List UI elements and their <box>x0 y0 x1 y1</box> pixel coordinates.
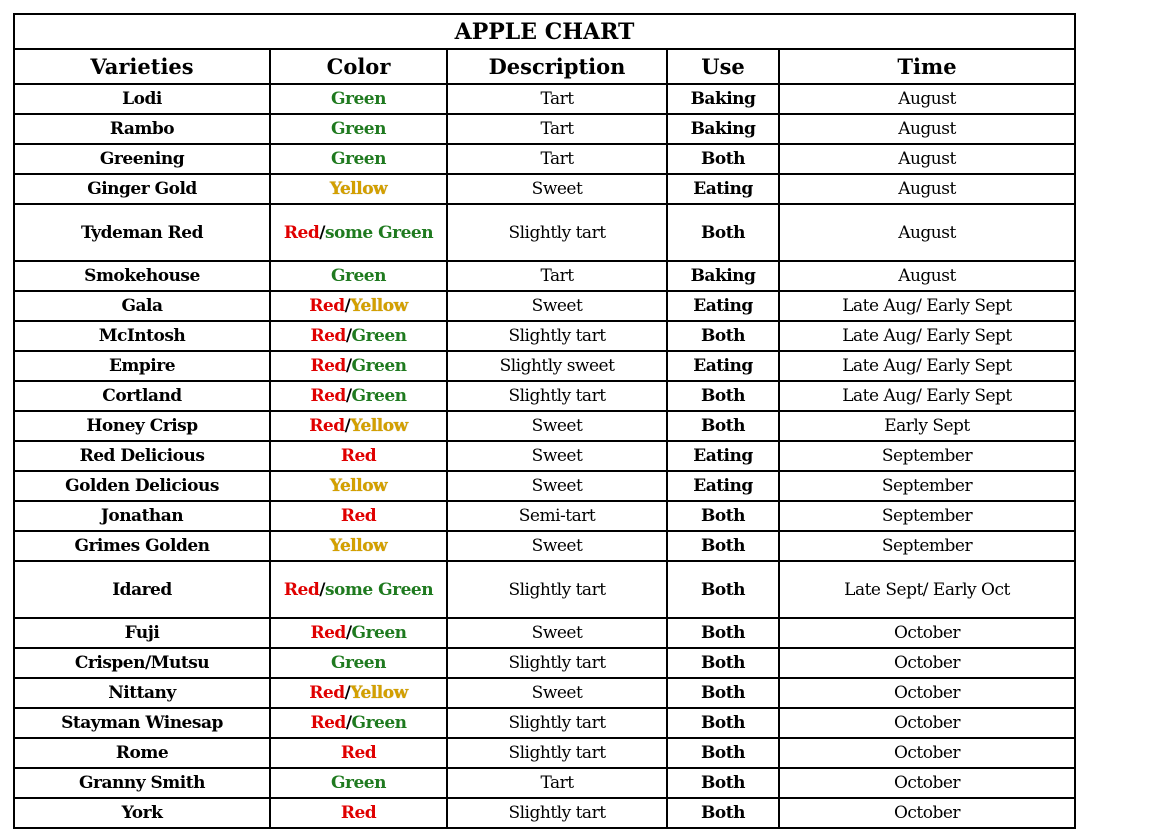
use-cell: Baking <box>667 261 779 291</box>
color-separator: / <box>344 416 351 436</box>
use-cell: Both <box>667 708 779 738</box>
description-cell: Slightly tart <box>447 708 667 738</box>
variety-cell: Granny Smith <box>14 768 270 798</box>
color-cell <box>270 144 447 174</box>
description-cell: Slightly tart <box>447 798 667 828</box>
color-name: Red <box>309 296 345 316</box>
description-cell: Slightly tart <box>447 381 667 411</box>
use-cell: Eating <box>667 471 779 501</box>
variety-cell: Crispen/Mutsu <box>14 648 270 678</box>
color-name: Yellow <box>350 683 408 703</box>
table-row <box>14 441 1075 471</box>
time-cell: Late Sept/ Early Oct <box>779 561 1075 618</box>
use-cell: Eating <box>667 351 779 381</box>
color-cell <box>270 531 447 561</box>
time-cell: September <box>779 531 1075 561</box>
table-row <box>14 291 1075 321</box>
description-cell: Slightly sweet <box>447 351 667 381</box>
table-row <box>14 738 1075 768</box>
color-separator: / <box>345 386 352 406</box>
use-cell: Baking <box>667 84 779 114</box>
table-body <box>14 84 1075 828</box>
variety-cell: Gala <box>14 291 270 321</box>
variety-cell: York <box>14 798 270 828</box>
use-cell: Both <box>667 798 779 828</box>
use-cell: Both <box>667 618 779 648</box>
color-cell <box>270 174 447 204</box>
color-cell <box>270 471 447 501</box>
color-cell <box>270 114 447 144</box>
color-cell <box>270 768 447 798</box>
color-name: Green <box>331 266 386 286</box>
color-name: Green <box>331 149 386 169</box>
color-name: Green <box>351 713 407 733</box>
use-cell: Both <box>667 321 779 351</box>
table-row <box>14 708 1075 738</box>
header-color: Color <box>270 49 447 84</box>
color-separator: / <box>319 579 325 600</box>
time-cell: August <box>779 84 1075 114</box>
variety-cell: Grimes Golden <box>14 531 270 561</box>
description-cell: Slightly tart <box>447 561 667 618</box>
table-row <box>14 531 1075 561</box>
color-cell <box>270 321 447 351</box>
time-cell: October <box>779 618 1075 648</box>
time-cell: October <box>779 648 1075 678</box>
variety-cell: Cortland <box>14 381 270 411</box>
color-name: Red <box>309 683 345 703</box>
color-cell <box>270 798 447 828</box>
table-row <box>14 471 1075 501</box>
time-cell: October <box>779 768 1075 798</box>
description-cell: Slightly tart <box>447 204 667 261</box>
description-cell: Tart <box>447 114 667 144</box>
time-cell: August <box>779 114 1075 144</box>
time-cell: Late Aug/ Early Sept <box>779 321 1075 351</box>
variety-cell: Red Delicious <box>14 441 270 471</box>
color-cell <box>270 648 447 678</box>
use-cell: Both <box>667 381 779 411</box>
color-cell <box>270 351 447 381</box>
color-cell <box>270 618 447 648</box>
color-separator: / <box>344 683 351 703</box>
variety-cell: Greening <box>14 144 270 174</box>
use-cell: Both <box>667 768 779 798</box>
color-cell <box>270 261 447 291</box>
variety-cell: Honey Crisp <box>14 411 270 441</box>
color-cell <box>270 411 447 441</box>
color-name: Red <box>340 743 377 763</box>
time-cell: September <box>779 501 1075 531</box>
time-cell: September <box>779 441 1075 471</box>
color-name: some Green <box>324 222 434 243</box>
variety-cell: Smokehouse <box>14 261 270 291</box>
header-varieties: Varieties <box>14 49 270 84</box>
description-cell: Tart <box>447 261 667 291</box>
color-name: Red <box>283 579 320 600</box>
color-cell <box>270 204 447 261</box>
description-cell: Sweet <box>447 531 667 561</box>
variety-cell: Jonathan <box>14 501 270 531</box>
table-row <box>14 114 1075 144</box>
table-row <box>14 321 1075 351</box>
time-cell: October <box>779 738 1075 768</box>
description-cell: Sweet <box>447 411 667 441</box>
use-cell: Both <box>667 561 779 618</box>
table-row <box>14 84 1075 114</box>
color-name: Yellow <box>329 179 388 199</box>
use-cell: Both <box>667 738 779 768</box>
use-cell: Eating <box>667 291 779 321</box>
table-row <box>14 144 1075 174</box>
color-separator: / <box>345 326 352 346</box>
variety-cell: Rambo <box>14 114 270 144</box>
color-name: Yellow <box>329 536 388 556</box>
description-cell: Sweet <box>447 618 667 648</box>
header-time: Time <box>779 49 1075 84</box>
description-cell: Slightly tart <box>447 648 667 678</box>
table-row <box>14 648 1075 678</box>
description-cell: Sweet <box>447 291 667 321</box>
color-separator: / <box>345 713 352 733</box>
description-cell: Tart <box>447 144 667 174</box>
description-cell: Slightly tart <box>447 738 667 768</box>
color-cell <box>270 678 447 708</box>
time-cell: Late Aug/ Early Sept <box>779 351 1075 381</box>
table-row <box>14 798 1075 828</box>
use-cell: Both <box>667 204 779 261</box>
header-use: Use <box>667 49 779 84</box>
time-cell: October <box>779 678 1075 708</box>
use-cell: Both <box>667 531 779 561</box>
variety-cell: Nittany <box>14 678 270 708</box>
color-name: Green <box>331 89 386 109</box>
variety-cell: Rome <box>14 738 270 768</box>
table-row <box>14 261 1075 291</box>
color-name: Red <box>340 803 377 823</box>
variety-cell: Lodi <box>14 84 270 114</box>
color-cell <box>270 561 447 618</box>
variety-cell: Idared <box>14 561 270 618</box>
time-cell: August <box>779 144 1075 174</box>
table-row <box>14 678 1075 708</box>
color-name: Red <box>310 713 346 733</box>
time-cell: October <box>779 708 1075 738</box>
color-name: Red <box>310 356 346 376</box>
use-cell: Both <box>667 411 779 441</box>
use-cell: Baking <box>667 114 779 144</box>
table-row <box>14 561 1075 618</box>
variety-cell: Stayman Winesap <box>14 708 270 738</box>
variety-cell: Tydeman Red <box>14 204 270 261</box>
variety-cell: Ginger Gold <box>14 174 270 204</box>
color-name: Green <box>331 653 386 673</box>
use-cell: Both <box>667 678 779 708</box>
color-name: Green <box>351 386 407 406</box>
color-name: Red <box>340 506 377 526</box>
apple-chart-table <box>13 13 1076 829</box>
use-cell: Eating <box>667 441 779 471</box>
color-name: Red <box>283 222 320 243</box>
color-name: Green <box>351 326 407 346</box>
use-cell: Both <box>667 501 779 531</box>
color-name: Green <box>331 773 386 793</box>
time-cell: Early Sept <box>779 411 1075 441</box>
color-cell <box>270 381 447 411</box>
description-cell: Tart <box>447 768 667 798</box>
use-cell: Both <box>667 144 779 174</box>
color-cell <box>270 708 447 738</box>
time-cell: September <box>779 471 1075 501</box>
color-cell <box>270 84 447 114</box>
table-row <box>14 411 1075 441</box>
use-cell: Eating <box>667 174 779 204</box>
header-description: Description <box>447 49 667 84</box>
color-name: Red <box>310 623 346 643</box>
variety-cell: Empire <box>14 351 270 381</box>
description-cell: Sweet <box>447 471 667 501</box>
table-row <box>14 501 1075 531</box>
color-cell <box>270 501 447 531</box>
description-cell: Sweet <box>447 441 667 471</box>
description-cell: Tart <box>447 84 667 114</box>
table-row <box>14 174 1075 204</box>
time-cell: August <box>779 204 1075 261</box>
description-cell: Sweet <box>447 678 667 708</box>
time-cell: Late Aug/ Early Sept <box>779 381 1075 411</box>
chart-title: APPLE CHART <box>14 14 1075 49</box>
color-name: Yellow <box>329 476 388 496</box>
time-cell: October <box>779 798 1075 828</box>
use-cell: Both <box>667 648 779 678</box>
color-separator: / <box>319 222 325 243</box>
time-cell: Late Aug/ Early Sept <box>779 291 1075 321</box>
color-separator: / <box>345 356 352 376</box>
color-name: Red <box>340 446 377 466</box>
color-cell <box>270 738 447 768</box>
description-cell: Sweet <box>447 174 667 204</box>
color-cell <box>270 441 447 471</box>
color-name: Green <box>351 623 407 643</box>
color-separator: / <box>344 296 351 316</box>
variety-cell: Golden Delicious <box>14 471 270 501</box>
variety-cell: McIntosh <box>14 321 270 351</box>
color-name: Green <box>331 119 386 139</box>
color-name: Red <box>310 326 346 346</box>
table-row <box>14 204 1075 261</box>
color-name: Red <box>309 416 345 436</box>
table-row <box>14 618 1075 648</box>
table-row <box>14 768 1075 798</box>
title-row <box>14 14 1075 49</box>
color-cell <box>270 291 447 321</box>
time-cell: August <box>779 261 1075 291</box>
description-cell: Slightly tart <box>447 321 667 351</box>
variety-cell: Fuji <box>14 618 270 648</box>
color-name: Green <box>351 356 407 376</box>
color-name: Red <box>310 386 346 406</box>
color-name: Yellow <box>350 296 408 316</box>
table-row <box>14 381 1075 411</box>
description-cell: Semi-tart <box>447 501 667 531</box>
table-row <box>14 351 1075 381</box>
color-name: Yellow <box>350 416 408 436</box>
color-name: some Green <box>324 579 434 600</box>
header-row <box>14 49 1075 84</box>
time-cell: August <box>779 174 1075 204</box>
color-separator: / <box>345 623 352 643</box>
